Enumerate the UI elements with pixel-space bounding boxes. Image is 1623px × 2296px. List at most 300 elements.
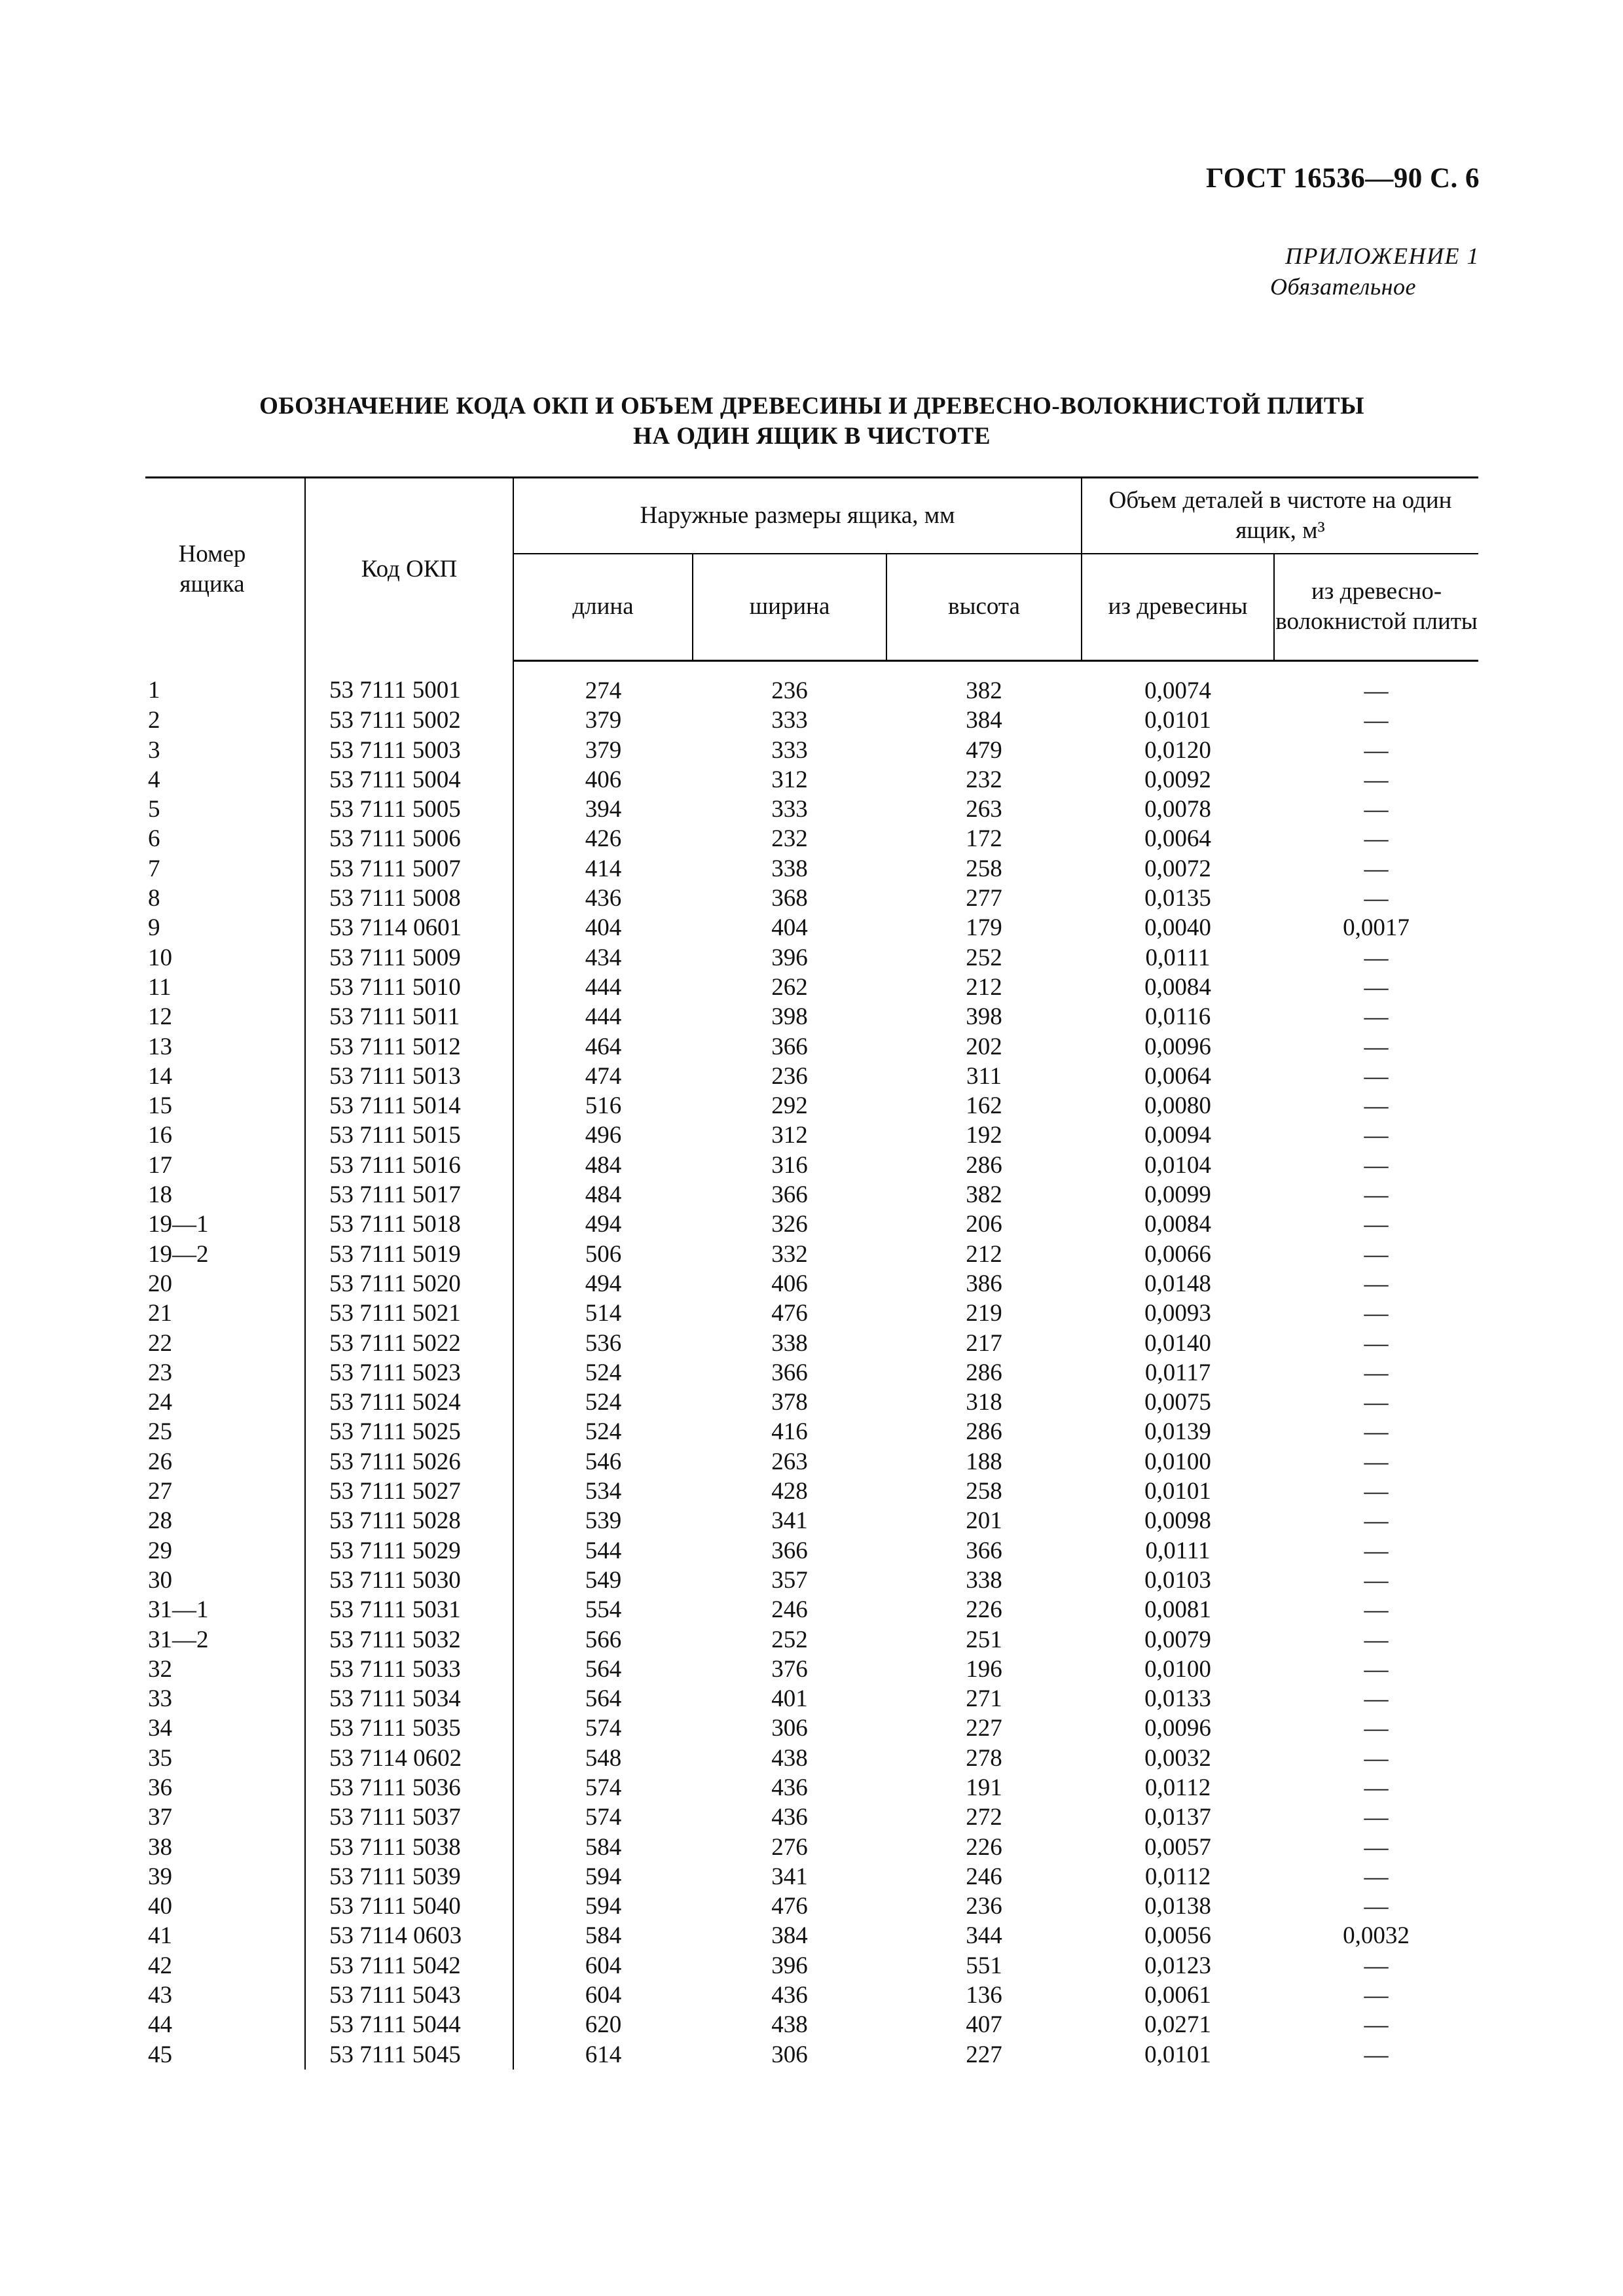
cell-width: 326 [771,1211,808,1238]
cell-volume-fiberboard: — [1364,1300,1389,1327]
cell-box-number: 19—2 [148,1240,209,1268]
cell-volume-wood: 0,0032 [1144,1744,1211,1772]
cell-volume-wood: 0,0061 [1144,1982,1211,2009]
cell-length: 566 [513,1625,693,1655]
cell-height: 271 [966,1685,1002,1713]
table-row [145,1506,1478,1535]
cell-height: 232 [966,766,1002,793]
cell-volume-fiberboard: — [1364,1181,1389,1209]
cell-volume-wood: 0,0056 [1144,1922,1211,1950]
table-row [145,1299,1478,1328]
cell-height: 191 [966,1774,1002,1801]
cell-box-number: 38 [148,1833,172,1861]
cell-volume-fiberboard: — [1364,1418,1389,1446]
cell-volume-wood: 0,0112 [1144,1774,1211,1801]
table-row [145,765,1478,795]
cell-height: 258 [966,855,1002,882]
cell-volume-fiberboard: — [1364,1478,1389,1505]
table-row [145,706,1478,735]
cell-okp-code: 53 7111 5010 [305,973,513,1002]
cell-volume-wood: 0,0079 [1144,1626,1211,1653]
cell-volume-fiberboard: — [1364,1655,1389,1683]
cell-width: 262 [771,973,808,1001]
cell-height: 398 [966,1003,1002,1031]
cell-volume-wood: 0,0101 [1144,1478,1211,1505]
cell-length: 516 [513,1091,693,1121]
cell-volume-fiberboard: — [1364,1774,1389,1801]
cell-box-number: 34 [148,1715,172,1742]
table-row [145,1240,1478,1269]
cell-volume-wood: 0,0093 [1144,1300,1211,1327]
cell-width: 436 [771,1774,808,1801]
table-row [145,943,1478,973]
cell-height: 277 [966,885,1002,912]
cell-box-number: 43 [148,1982,172,2009]
cell-length: 496 [513,1121,693,1150]
cell-volume-fiberboard: — [1364,825,1389,853]
cell-okp-code: 53 7111 5037 [305,1803,513,1832]
cell-volume-fiberboard: — [1364,796,1389,823]
cell-volume-fiberboard: — [1364,1744,1389,1772]
table-row [145,1032,1478,1062]
cell-volume-wood: 0,0104 [1144,1151,1211,1179]
table-row [145,1981,1478,2010]
cell-height: 344 [966,1922,1002,1950]
cell-volume-wood: 0,0123 [1144,1952,1211,1979]
cell-box-number: 45 [148,2041,172,2068]
cell-okp-code: 53 7114 0601 [305,913,513,942]
cell-length: 574 [513,1773,693,1803]
cell-okp-code: 53 7111 5023 [305,1358,513,1388]
cell-volume-fiberboard: 0,0017 [1343,914,1410,942]
cell-length: 379 [513,706,693,735]
cell-okp-code: 53 7111 5035 [305,1713,513,1743]
cell-box-number: 44 [148,2011,172,2039]
table-row [145,1388,1478,1417]
cell-okp-code: 53 7111 5022 [305,1329,513,1358]
cell-volume-fiberboard: — [1364,1596,1389,1624]
cell-width: 316 [771,1151,808,1179]
cell-volume-wood: 0,0064 [1144,825,1211,853]
cell-box-number: 19—1 [148,1211,209,1238]
cell-length: 444 [513,973,693,1002]
table-header [145,478,1478,661]
cell-length: 434 [513,943,693,973]
table-row [145,1566,1478,1595]
cell-width: 404 [771,914,808,942]
cell-volume-fiberboard: — [1364,1566,1389,1594]
cell-box-number: 36 [148,1774,172,1801]
cell-volume-fiberboard: — [1364,1715,1389,1742]
cell-length: 574 [513,1803,693,1832]
table-row [145,2010,1478,2039]
cell-volume-fiberboard: — [1364,1122,1389,1149]
cell-length: 544 [513,1536,693,1566]
cell-height: 286 [966,1418,1002,1446]
cell-volume-wood: 0,0066 [1144,1240,1211,1268]
cell-box-number: 16 [148,1122,172,1149]
cell-height: 226 [966,1596,1002,1624]
cell-okp-code: 53 7111 5043 [305,1981,513,2010]
cell-box-number: 31—2 [148,1626,209,1653]
cell-height: 227 [966,2041,1002,2068]
cell-okp-code: 53 7111 5019 [305,1240,513,1269]
cell-okp-code: 53 7111 5005 [305,795,513,824]
cell-volume-wood: 0,0040 [1144,914,1211,942]
cell-width: 341 [771,1507,808,1535]
cell-length: 506 [513,1240,693,1269]
cell-volume-wood: 0,0138 [1144,1893,1211,1920]
cell-volume-wood: 0,0094 [1144,1122,1211,1149]
cell-volume-fiberboard: — [1364,1685,1389,1713]
table-row [145,1862,1478,1892]
cell-volume-fiberboard: — [1364,1270,1389,1297]
cell-length: 604 [513,1981,693,2010]
cell-height: 251 [966,1626,1002,1653]
cell-height: 136 [966,1982,1002,2009]
cell-length: 546 [513,1447,693,1477]
cell-volume-wood: 0,0112 [1144,1863,1211,1890]
table-row [145,1477,1478,1506]
cell-width: 376 [771,1655,808,1683]
cell-width: 292 [771,1092,808,1120]
cell-length: 494 [513,1210,693,1239]
cell-box-number: 23 [148,1359,172,1386]
cell-box-number: 41 [148,1922,172,1950]
cell-width: 236 [771,1062,808,1090]
cell-height: 162 [966,1092,1002,1120]
cell-volume-fiberboard: — [1364,707,1389,734]
cell-volume-fiberboard: — [1364,1626,1389,1653]
cell-width: 416 [771,1418,808,1446]
table-row [145,1951,1478,1981]
cell-height: 188 [966,1448,1002,1475]
cell-box-number: 31—1 [148,1596,209,1624]
table-row [145,2040,1478,2070]
cell-length: 594 [513,1892,693,1921]
cell-okp-code: 53 7111 5031 [305,1595,513,1624]
table-row [145,1684,1478,1713]
document-title-line-1: ОБОЗНАЧЕНИЕ КОДА ОКП И ОБЪЕМ ДРЕВЕСИНЫ И ДРЕВЕСНО-ВОЛОКНИСТОЙ ПЛИТЫ [259,393,1364,420]
cell-volume-wood: 0,0098 [1144,1507,1211,1535]
cell-volume-wood: 0,0074 [1144,677,1211,704]
cell-box-number: 17 [148,1151,172,1179]
cell-okp-code: 53 7111 5014 [305,1091,513,1121]
cell-height: 318 [966,1389,1002,1416]
cell-okp-code: 53 7111 5026 [305,1447,513,1477]
cell-okp-code: 53 7111 5042 [305,1951,513,1981]
cell-height: 226 [966,1833,1002,1861]
cell-width: 232 [771,825,808,853]
cell-volume-wood: 0,0117 [1144,1359,1211,1386]
table-row [145,1329,1478,1358]
cell-okp-code: 53 7111 5039 [305,1862,513,1892]
cell-okp-code: 53 7111 5028 [305,1506,513,1535]
cell-volume-fiberboard: — [1364,1003,1389,1031]
cell-width: 306 [771,1715,808,1742]
cell-okp-code: 53 7111 5020 [305,1269,513,1299]
cell-length: 594 [513,1862,693,1892]
cell-volume-fiberboard: — [1364,1982,1389,2009]
cell-volume-wood: 0,0081 [1144,1596,1211,1624]
cell-okp-code: 53 7111 5029 [305,1536,513,1566]
cell-box-number: 40 [148,1893,172,1920]
cell-volume-fiberboard: — [1364,855,1389,882]
cell-height: 212 [966,1240,1002,1268]
cell-okp-code: 53 7111 5045 [305,2040,513,2070]
cell-length: 564 [513,1684,693,1713]
cell-height: 179 [966,914,1002,942]
cell-okp-code: 53 7111 5008 [305,884,513,913]
cell-length: 524 [513,1417,693,1446]
cell-width: 436 [771,1804,808,1831]
cell-length: 484 [513,1180,693,1210]
cell-volume-fiberboard: — [1364,1507,1389,1535]
cell-width: 338 [771,1329,808,1357]
cell-height: 479 [966,736,1002,764]
cell-okp-code: 53 7111 5015 [305,1121,513,1150]
cell-okp-code: 53 7111 5025 [305,1417,513,1446]
cell-length: 379 [513,736,693,765]
cell-box-number: 33 [148,1685,172,1713]
cell-volume-fiberboard: — [1364,736,1389,764]
cell-volume-wood: 0,0100 [1144,1448,1211,1475]
cell-height: 217 [966,1329,1002,1357]
cell-volume-wood: 0,0103 [1144,1566,1211,1594]
cell-box-number: 1 [148,677,160,704]
cell-box-number: 42 [148,1952,172,1979]
table-row [145,824,1478,853]
cell-length: 584 [513,1833,693,1862]
table-row [145,1713,1478,1743]
cell-box-number: 12 [148,1003,172,1031]
cell-width: 396 [771,1952,808,1979]
cell-volume-wood: 0,0101 [1144,2041,1211,2068]
cell-length: 524 [513,1388,693,1417]
cell-length: 444 [513,1002,693,1031]
page-header: ГОСТ 16536—90 С. 6 [1205,163,1480,194]
cell-okp-code: 53 7111 5003 [305,736,513,765]
cell-box-number: 13 [148,1033,172,1060]
cell-volume-wood: 0,0140 [1144,1329,1211,1357]
cell-height: 227 [966,1715,1002,1742]
cell-width: 263 [771,1448,808,1475]
header-from-fiberboard: из древесно-волокнистой плиты [1274,554,1478,661]
cell-width: 476 [771,1300,808,1327]
cell-height: 386 [966,1270,1002,1297]
cell-volume-fiberboard: 0,0032 [1343,1922,1410,1950]
cell-length: 549 [513,1566,693,1595]
cell-width: 332 [771,1240,808,1268]
table-row [145,1417,1478,1446]
cell-okp-code: 53 7111 5017 [305,1180,513,1210]
table-row [145,1536,1478,1566]
cell-box-number: 15 [148,1092,172,1120]
cell-box-number: 10 [148,944,172,971]
cell-volume-wood: 0,0139 [1144,1418,1211,1446]
cell-width: 246 [771,1596,808,1624]
cell-volume-wood: 0,0111 [1145,1537,1211,1564]
cell-volume-fiberboard: — [1364,1062,1389,1090]
cell-okp-code: 53 7111 5007 [305,854,513,884]
cell-length: 484 [513,1151,693,1180]
cell-volume-wood: 0,0100 [1144,1655,1211,1683]
cell-height: 384 [966,707,1002,734]
table-row [145,1892,1478,1921]
cell-box-number: 4 [148,766,160,793]
cell-box-number: 2 [148,707,160,734]
cell-height: 278 [966,1744,1002,1772]
cell-width: 366 [771,1181,808,1209]
table-row [145,973,1478,1002]
cell-volume-fiberboard: — [1364,2011,1389,2039]
cell-volume-fiberboard: — [1364,1863,1389,1890]
table-row [145,1744,1478,1773]
cell-volume-fiberboard: — [1364,1211,1389,1238]
table-row [145,795,1478,824]
cell-height: 212 [966,973,1002,1001]
cell-width: 236 [771,677,808,704]
cell-volume-fiberboard: — [1364,1033,1389,1060]
cell-okp-code: 53 7111 5044 [305,2010,513,2039]
cell-width: 428 [771,1478,808,1505]
cell-height: 192 [966,1122,1002,1149]
cell-volume-fiberboard: — [1364,1240,1389,1268]
cell-okp-code: 53 7114 0603 [305,1921,513,1950]
cell-box-number: 30 [148,1566,172,1594]
cell-okp-code: 53 7111 5018 [305,1210,513,1239]
cell-length: 536 [513,1329,693,1358]
document-title-line-2: НА ОДИН ЯЩИК В ЧИСТОТЕ [632,423,991,450]
cell-box-number: 24 [148,1389,172,1416]
header-box-number: Номер ящика [145,478,305,661]
cell-length: 436 [513,884,693,913]
table-row [145,1269,1478,1299]
document-title [145,391,1478,452]
cell-length: 426 [513,824,693,853]
cell-width: 357 [771,1566,808,1594]
cell-width: 401 [771,1685,808,1713]
cell-box-number: 20 [148,1270,172,1297]
cell-width: 276 [771,1833,808,1861]
cell-okp-code: 53 7111 5038 [305,1833,513,1862]
cell-width: 333 [771,796,808,823]
cell-length: 554 [513,1595,693,1624]
cell-width: 378 [771,1389,808,1416]
header-from-wood: из древесины [1082,554,1274,661]
cell-box-number: 3 [148,736,160,764]
cell-height: 206 [966,1211,1002,1238]
cell-height: 236 [966,1893,1002,1920]
cell-okp-code: 53 7111 5034 [305,1684,513,1713]
cell-volume-wood: 0,0116 [1144,1003,1211,1031]
cell-height: 382 [966,1181,1002,1209]
cell-width: 398 [771,1003,808,1031]
cell-volume-wood: 0,0099 [1144,1181,1211,1209]
cell-width: 306 [771,2041,808,2068]
cell-volume-wood: 0,0092 [1144,766,1211,793]
cell-okp-code: 53 7111 5032 [305,1625,513,1655]
cell-okp-code: 53 7111 5030 [305,1566,513,1595]
cell-length: 539 [513,1506,693,1535]
cell-length: 584 [513,1921,693,1950]
cell-width: 252 [771,1626,808,1653]
cell-box-number: 14 [148,1062,172,1090]
cell-okp-code: 53 7111 5027 [305,1477,513,1506]
cell-height: 201 [966,1507,1002,1535]
cell-width: 396 [771,944,808,971]
header-okp-code: Код ОКП [305,478,513,661]
table-row [145,1773,1478,1803]
cell-volume-fiberboard: — [1364,1537,1389,1564]
cell-height: 286 [966,1151,1002,1179]
cell-volume-wood: 0,0133 [1144,1685,1211,1713]
cell-volume-wood: 0,0072 [1144,855,1211,882]
cell-okp-code: 53 7111 5004 [305,765,513,795]
cell-length: 614 [513,2040,693,2070]
cell-box-number: 7 [148,855,160,882]
table-row [145,1062,1478,1091]
header-volume: Объем деталей в чистоте на один ящик, м³ [1082,478,1478,554]
cell-length: 404 [513,913,693,942]
cell-width: 341 [771,1863,808,1890]
cell-width: 436 [771,1982,808,2009]
cell-width: 338 [771,855,808,882]
cell-height: 246 [966,1863,1002,1890]
cell-volume-wood: 0,0111 [1145,944,1211,971]
table-row [145,1447,1478,1477]
cell-length: 604 [513,1951,693,1981]
cell-volume-fiberboard: — [1364,1329,1389,1357]
cell-width: 312 [771,1122,808,1149]
cell-box-number: 22 [148,1329,172,1357]
cell-width: 476 [771,1893,808,1920]
cell-height: 196 [966,1655,1002,1683]
cell-volume-fiberboard: — [1364,1389,1389,1416]
header-height: высота [886,554,1082,661]
appendix-label: ПРИЛОЖЕНИЕ 1 [1285,243,1480,269]
cell-length: 574 [513,1713,693,1743]
appendix-block [1152,241,1480,302]
cell-volume-fiberboard: — [1364,677,1389,704]
cell-volume-wood: 0,0080 [1144,1092,1211,1120]
cell-volume-wood: 0,0101 [1144,707,1211,734]
cell-okp-code: 53 7111 5002 [305,706,513,735]
cell-box-number: 5 [148,796,160,823]
cell-box-number: 9 [148,914,160,942]
cell-width: 438 [771,2011,808,2039]
cell-box-number: 39 [148,1863,172,1890]
cell-volume-wood: 0,0148 [1144,1270,1211,1297]
cell-length: 406 [513,765,693,795]
cell-height: 551 [966,1952,1002,1979]
cell-width: 406 [771,1270,808,1297]
cell-volume-wood: 0,0078 [1144,796,1211,823]
cell-width: 368 [771,885,808,912]
cell-height: 252 [966,944,1002,971]
cell-box-number: 27 [148,1478,172,1505]
cell-volume-wood: 0,0096 [1144,1715,1211,1742]
cell-volume-fiberboard: — [1364,1151,1389,1179]
cell-box-number: 18 [148,1181,172,1209]
cell-volume-fiberboard: — [1364,1804,1389,1831]
cell-okp-code: 53 7111 5016 [305,1151,513,1180]
cell-height: 172 [966,825,1002,853]
cell-volume-fiberboard: — [1364,1893,1389,1920]
table-row [145,1803,1478,1832]
table-row [145,1625,1478,1655]
cell-height: 258 [966,1478,1002,1505]
